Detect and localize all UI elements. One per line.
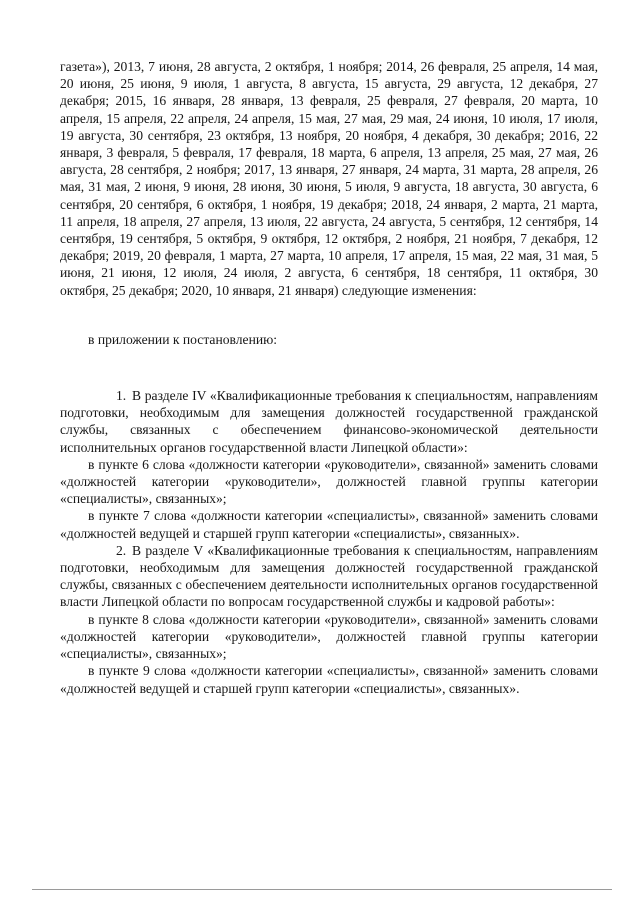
scan-edge-line bbox=[32, 889, 612, 890]
item-2 bbox=[60, 542, 598, 611]
item-2-subpoint-1: в пункте 8 слова «должности категории «руководители», связанной» заменить словами «должностей категории «руководители», должностей главной группы категории «специалисты», связанных»; bbox=[60, 611, 598, 662]
item-2-number: 2. bbox=[116, 542, 127, 558]
annex-heading: в приложении к постановлению: bbox=[88, 331, 278, 347]
item-1-number: 1. bbox=[116, 388, 127, 404]
document-page bbox=[60, 58, 598, 697]
item-2-subpoint-2: в пункте 9 слова «должности категории «специалисты», связанной» заменить словами «должностей ведущей и старшей групп категории «специалисты», связанных». bbox=[60, 663, 598, 696]
item-2-text: В разделе V «Квалификационные требования к специальностям, направлениям подготовки, необходимым для замещения должностей государственной гражданской службы, связанных с обеспечением деятельности исполнительных органов государственной власти Липецкой области по вопросам государственной службы и кадровой работы»: bbox=[60, 542, 598, 610]
item-1 bbox=[60, 387, 598, 456]
item-1-subpoint-1: в пункте 6 слова «должности категории «руководители», связанной» заменить словами «должностей категории «руководители», должностей главной группы категории «специалисты», связанных»; bbox=[60, 456, 598, 507]
intro-paragraph: газета»), 2013, 7 июня, 28 августа, 2 октября, 1 ноября; 2014, 26 февраля, 25 апреля, 14 мая, 20 июня, 25 июня, 9 июля, 1 августа, 8 августа, 15 августа, 29 августа, 12 декабря, 27 декабря; 2015, 16 января, 28 января, 13 февраля, 25 февраля, 27 февраля, 20 марта, 10 апреля, 15 апреля, 22 апреля, 24 апреля, 15 мая, 27 мая, 29 мая, 24 июня, 10 июля, 17 июля, 19 августа, 30 сентября, 23 октября, 13 ноября, 20 ноября, 4 декабря, 30 декабря; 2016, 22 января, 3 февраля, 5 февраля, 17 февраля, 18 марта, 6 апреля, 13 апреля, 25 мая, 27 мая, 26 августа, 28 сентября, 2 ноября; 2017, 13 января, 27 января, 24 марта, 31 марта, 28 апреля, 26 мая, 31 мая, 2 июня, 9 июня, 28 июня, 30 июня, 5 июля, 9 августа, 18 августа, 30 августа, 6 сентября, 20 сентября, 6 октября, 1 ноября, 19 декабря; 2018, 24 января, 2 марта, 21 марта, 11 апреля, 18 апреля, 27 апреля, 13 июля, 22 августа, 24 августа, 5 сентября, 12 сентября, 14 сентября, 19 сентября, 5 октября, 9 октября, 12 октября, 2 ноября, 21 ноября, 7 декабря, 12 декабря; 2019, 20 февраля, 1 марта, 27 марта, 10 апреля, 17 апреля, 15 мая, 22 мая, 31 мая, 5 июня, 21 июня, 12 июля, 24 июля, 2 августа, 6 сентября, 18 сентября, 11 октября, 30 октября, 25 декабря; 2020, 10 января, 21 января) следующие изменения: bbox=[60, 59, 598, 298]
item-1-subpoint-2: в пункте 7 слова «должности категории «специалисты», связанной» заменить словами «должностей ведущей и старшей групп категории «специалисты», связанных». bbox=[60, 508, 598, 541]
item-1-text: В разделе IV «Квалификационные требования к специальностям, направлениям подготовки, необходимым для замещения должностей государственной гражданской службы, связанных с обеспечением финансово-экономической деятельности исполнительных органов государственной власти Липецкой области»: bbox=[60, 388, 598, 455]
